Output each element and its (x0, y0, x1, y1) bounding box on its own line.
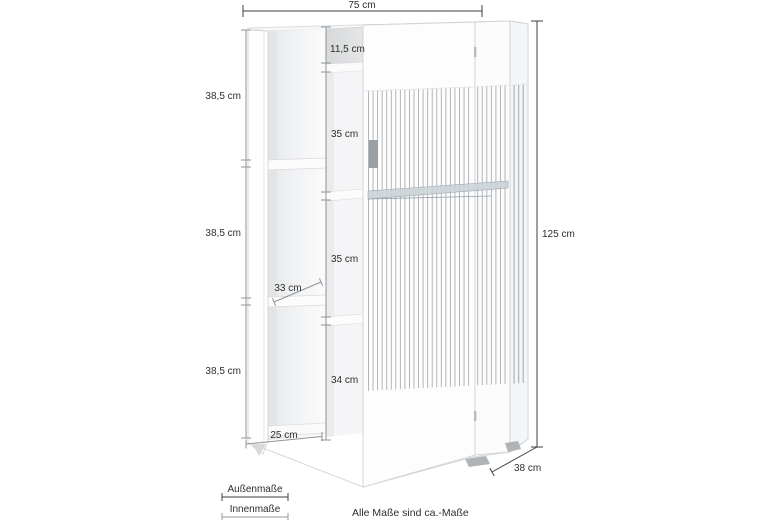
legend-inner-label: Innenmaße (229, 504, 281, 515)
label-inner-width: 25 cm (270, 430, 298, 441)
left-shelf-1 (268, 158, 326, 170)
door-handle (369, 140, 378, 168)
label-left-section-1: 38,5 cm (205, 91, 241, 102)
label-inner-depth: 33 cm (274, 283, 302, 294)
label-depth: 38 cm (514, 463, 542, 474)
legend (222, 484, 288, 520)
left-interior-shadow (268, 31, 277, 440)
glass-door (363, 22, 475, 487)
label-width: 75 cm (348, 0, 376, 11)
label-height: 125 cm (542, 229, 575, 240)
label-left-section-2: 38,5 cm (205, 228, 241, 239)
note-text: Alle Maße sind ca.-Maße (352, 507, 469, 519)
left-interior (268, 29, 326, 440)
label-niche: 11,5 cm (330, 44, 365, 55)
hinge-bottom (474, 411, 476, 421)
cabinet (248, 21, 528, 487)
hinge-top (474, 47, 476, 57)
open-door (248, 30, 268, 456)
label-middle-section-1: 35 cm (331, 129, 359, 140)
legend-outer-label: Außenmaße (227, 484, 283, 495)
label-left-section-3: 38,5 cm (205, 366, 241, 377)
label-middle-section-3: 34 cm (331, 375, 359, 386)
label-middle-section-2: 35 cm (331, 254, 359, 265)
